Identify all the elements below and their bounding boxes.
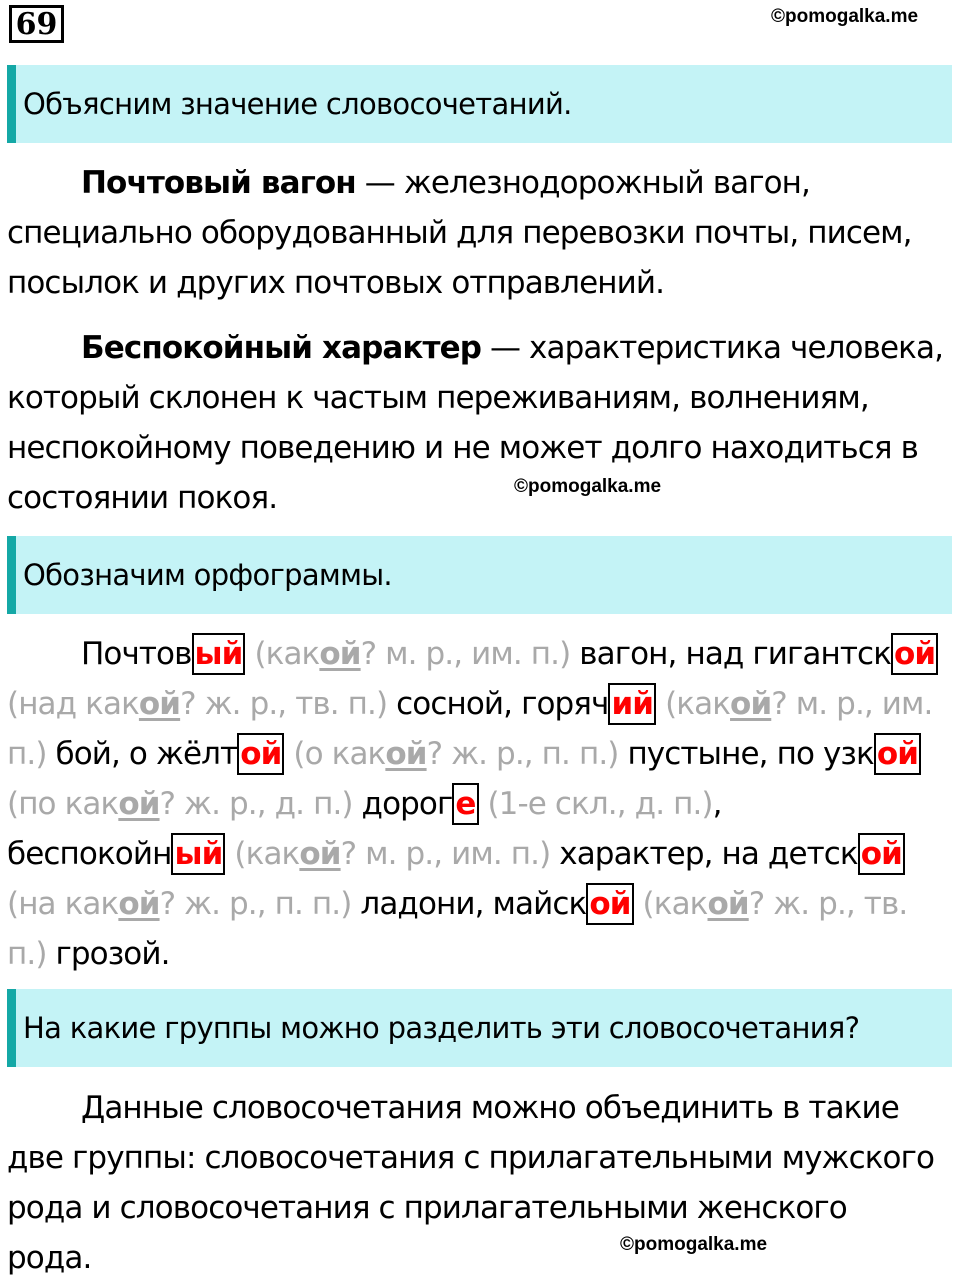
hint-text: п.) (7, 736, 47, 772)
hint-ending: ой (118, 886, 160, 922)
hint-text: ? ж. р., п. п.) (426, 736, 619, 772)
ending-box: ой (891, 633, 938, 675)
text-line: рода. (7, 1240, 92, 1276)
word-text: бой, о жёлт (46, 736, 238, 772)
text-line: рода и словосочетания с прилагательными женского (7, 1190, 847, 1226)
text-line (7, 829, 947, 879)
question-hint (254, 636, 570, 672)
word-text: , (712, 786, 722, 822)
word-text: дорог (352, 786, 453, 822)
definition-paragraph-1 (7, 158, 947, 308)
question-hint (234, 836, 550, 872)
text-line (7, 679, 947, 729)
hint-text: (на как (7, 886, 119, 922)
text-line (7, 779, 947, 829)
word-stem: беспокойн (7, 836, 172, 872)
text-line: специально оборудованный для перевозки почты, писем, (7, 215, 912, 251)
hint-text: (как (665, 686, 731, 722)
definition-paragraph-2 (7, 323, 947, 523)
word-text: сосной, горяч (387, 686, 609, 722)
hint-ending: ой (385, 736, 427, 772)
question-hint (293, 736, 618, 772)
hint-text: ? м. р., им. (771, 686, 933, 722)
ending-box: ый (192, 633, 246, 675)
hint-text: (над как (7, 686, 139, 722)
ending-box: ый (171, 833, 225, 875)
hint-ending: ой (118, 786, 160, 822)
section-heading-groups: На какие группы можно разделить эти словосочетания? (7, 989, 952, 1067)
section-heading-meaning: Объясним значение словосочетаний. (7, 65, 952, 143)
text-line: состоянии покоя. (7, 480, 278, 516)
ending-box: ой (874, 733, 921, 775)
text-line (7, 929, 947, 979)
text-line: Данные словосочетания можно объединить в такие (81, 1090, 899, 1126)
hint-text: ? ж. р., тв. (748, 886, 908, 922)
question-hint (643, 886, 908, 922)
hint-text: (о как (293, 736, 386, 772)
hint-text: ? ж. р., д. п.) (159, 786, 353, 822)
hint-text: (1-е скл., д. п.) (487, 786, 713, 822)
definition-text: — характеристика человека, (481, 330, 944, 366)
text-line (7, 879, 947, 929)
question-hint (7, 886, 351, 922)
text-line: посылок и других почтовых отправлений. (7, 265, 665, 301)
task-number: 69 (9, 5, 64, 43)
text-line (7, 629, 947, 679)
text-line: который склонен к частым переживаниям, волнениям, (7, 380, 869, 416)
hint-text: ? ж. р., п. п.) (159, 886, 352, 922)
answer-paragraph (7, 1083, 947, 1283)
text-line: две группы: словосочетания с прилагательными мужского (7, 1140, 935, 1176)
term-label: Беспокойный характер (81, 330, 482, 366)
orthogram-paragraph (7, 629, 947, 979)
hint-text: (как (234, 836, 300, 872)
hint-ending: ой (730, 686, 772, 722)
word-text: ладони, майск (351, 886, 587, 922)
watermark: ©pomogalka.me (514, 476, 662, 497)
hint-ending: ой (299, 836, 341, 872)
question-hint (7, 686, 387, 722)
text-line: неспокойному поведению и не может долго находиться в (7, 430, 919, 466)
term-label: Почтовый вагон (81, 165, 356, 201)
hint-text: ? м. р., им. п.) (340, 836, 551, 872)
ending-box: ий (608, 683, 656, 725)
ending-box: ой (237, 733, 284, 775)
hint-text: (как (254, 636, 320, 672)
text-line (7, 158, 947, 208)
word-stem: Почтов (81, 636, 192, 672)
definition-text: — железнодорожный вагон, (355, 165, 810, 201)
word-text: вагон, над гигантск (570, 636, 892, 672)
section-heading-orthograms: Обозначим орфограммы. (7, 536, 952, 614)
word-text: пустыне, по узк (618, 736, 874, 772)
text-line (7, 729, 947, 779)
question-hint (7, 786, 353, 822)
hint-text: (как (642, 886, 708, 922)
word-text: грозой. (46, 936, 170, 972)
hint-text: (по как (7, 786, 119, 822)
ending-box: е (452, 783, 478, 825)
ending-box: ой (858, 833, 905, 875)
hint-ending: ой (319, 636, 361, 672)
hint-text: ? ж. р., тв. п.) (180, 686, 388, 722)
text-line (7, 323, 947, 373)
watermark: ©pomogalka.me (620, 1234, 768, 1255)
watermark: ©pomogalka.me (771, 6, 919, 27)
hint-text: п.) (7, 936, 47, 972)
hint-ending: ой (707, 886, 749, 922)
word-text: характер, на детск (550, 836, 858, 872)
hint-text: ? м. р., им. п.) (360, 636, 571, 672)
hint-ending: ой (138, 686, 181, 722)
question-hint (665, 686, 932, 722)
ending-box: ой (586, 883, 633, 925)
